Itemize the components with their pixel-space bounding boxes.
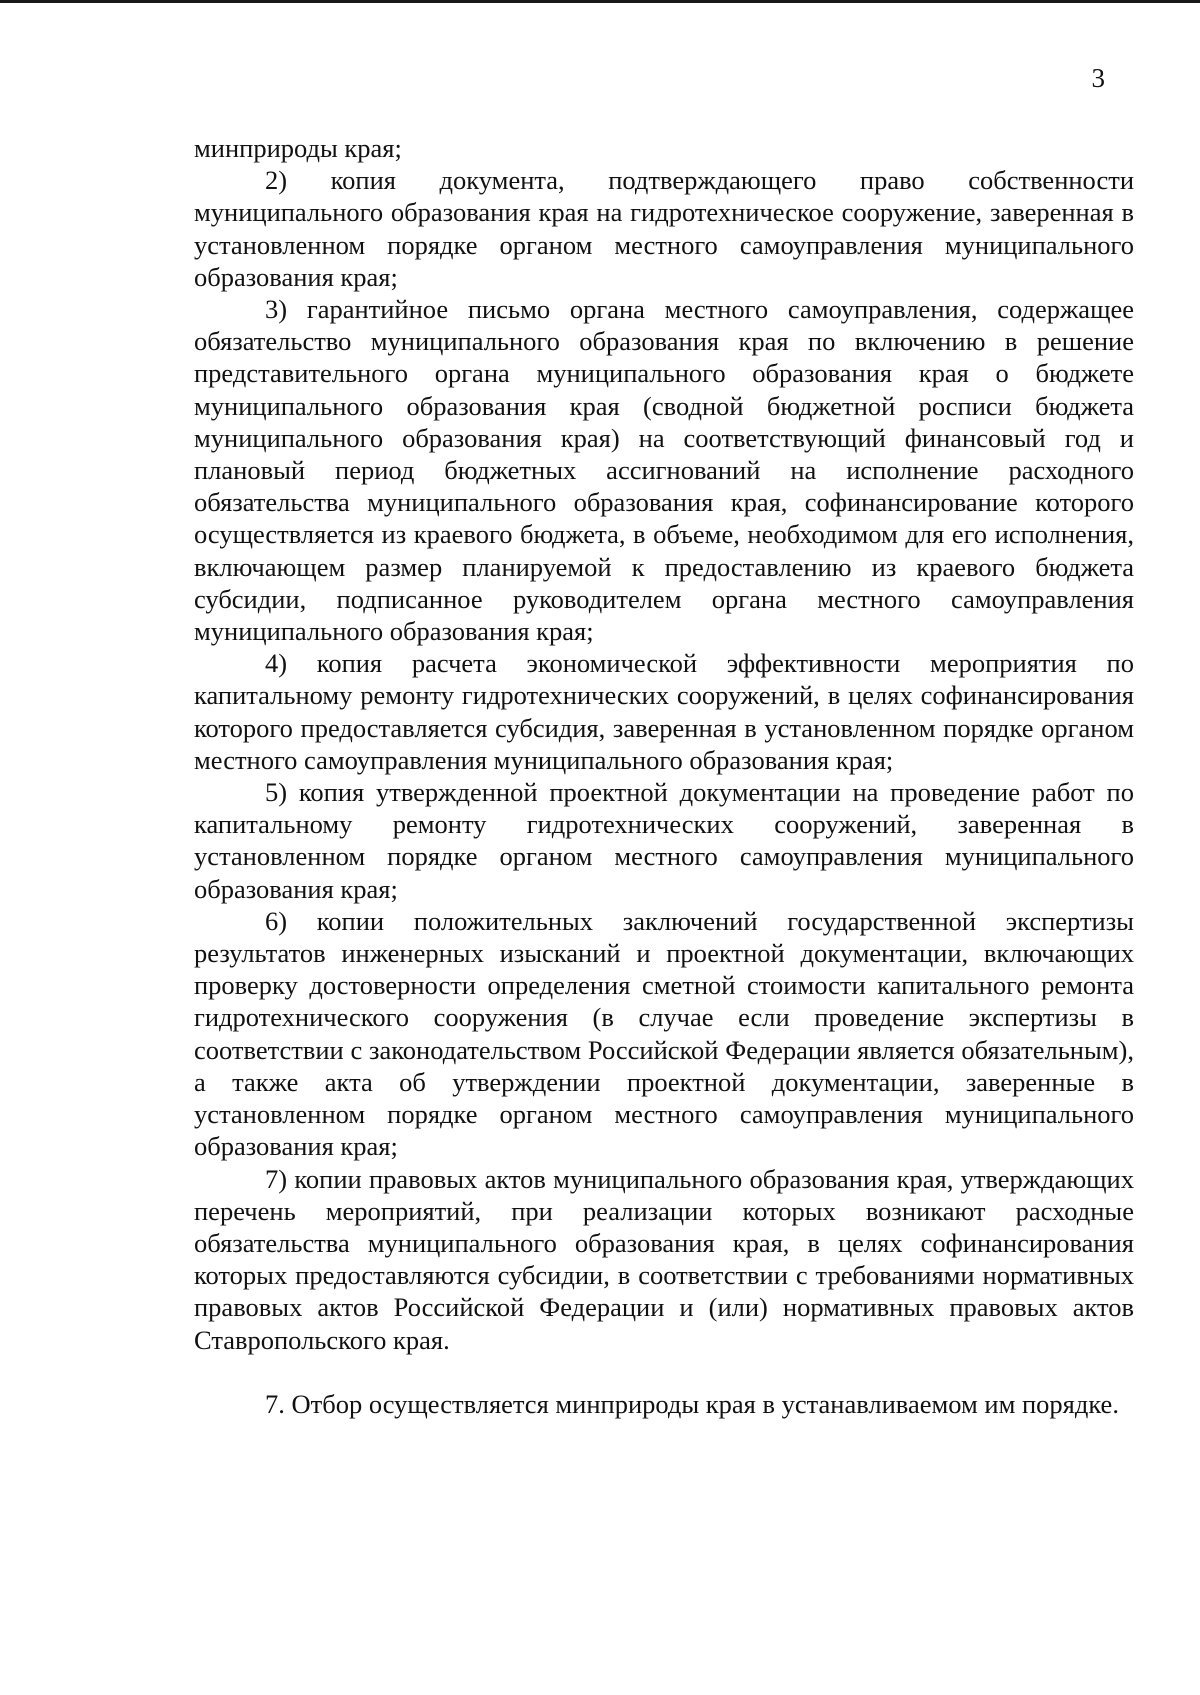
top-border-line <box>0 0 1200 3</box>
page-number: 3 <box>1091 63 1105 93</box>
section-7-paragraph: 7. Отбор осуществляется минприроды края в устанавливаемом им порядке. <box>265 1388 1119 1419</box>
list-item-2: 2) копия документа, подтверждающего право собственности муниципального образования края на гидротехническое сооружение, заверенная в установленном порядке органом местного самоуправления муниципального образования края; <box>194 165 1134 292</box>
list-item-3: 3) гарантийное письмо органа местного самоуправления, содержащее обязательство муниципального образования края по включению в решение представительного органа муниципального образования края о бюджете муниципального образования края (сводной бюджетной росписи бюджета муниципального образования края) на соответствующий финансовый год и плановый период бюджетных ассигнований на исполнение расходного обязательства муниципального образования края, софинансирование которого осуществляется из краевого бюджета, в объеме, необходимом для его исполнения, включающем размер планируемой к предоставлению из краевого бюджета субсидии, подписанное руководителем органа местного самоуправления муниципального образования края; <box>194 294 1134 647</box>
paragraph-continuation: минприроды края; <box>194 133 402 163</box>
list-item-5: 5) копия утвержденной проектной документации на проведение работ по капитальному ремонту гидротехнических сооружений, заверенная в установленном порядке органом местного самоуправления муниципального образования края; <box>194 777 1134 904</box>
list-item-4: 4) копия расчета экономической эффективности мероприятия по капитальному ремонту гидротехнических сооружений, в целях софинансирования которого предоставляется субсидия, заверенная в установленном порядке органом местного самоуправления муниципального образования края; <box>194 648 1134 775</box>
list-item-6: 6) копии положительных заключений государственной экспертизы результатов инженерных изысканий и проектной документации, включающих проверку достоверности определения сметной стоимости капитального ремонта гидротехнического сооружения (в случае если проведение экспертизы в соответствии с законодательством Российской Федерации является обязательным), а также акта об утверждении проектной документации, заверенные в установленном порядке органом местного самоуправления муниципального образования края; <box>194 905 1134 1162</box>
list-item-7: 7) копии правовых актов муниципального образования края, утверждающих перечень мероприятий, при реализации которых возникают расходные обязательства муниципального образования края, в целях софинансирования которых предоставляются субсидии, в соответствии с требованиями нормативных правовых актов Российской Федерации и (или) нормативных правовых актов Ставропольского края. <box>194 1163 1134 1355</box>
document-body <box>194 132 1134 1420</box>
